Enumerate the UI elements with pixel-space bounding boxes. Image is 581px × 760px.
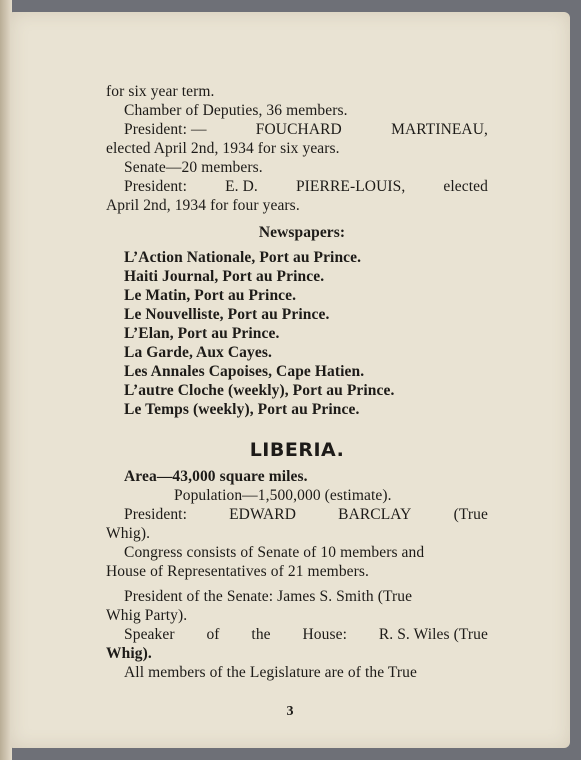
text-fragment: President: —: [124, 121, 207, 138]
list-item: Le Matin, Port au Prince.: [124, 287, 297, 304]
text-fragment: FOUCHARD: [255, 121, 342, 138]
text-fragment: Speaker: [124, 626, 175, 643]
text-line: Area—43,000 square miles.: [124, 468, 308, 485]
text-line: Whig).: [106, 645, 152, 662]
text-fragment: PIERRE-LOUIS,: [295, 178, 406, 195]
text-line: President of the Senate: James S. Smith (True: [124, 588, 413, 605]
list-item: Le Temps (weekly), Port au Prince.: [124, 401, 360, 418]
text-fragment: President:: [124, 178, 187, 195]
page-number: 3: [286, 704, 294, 719]
book-page: [10, 12, 570, 748]
text-line: [106, 177, 488, 196]
text-line: [106, 120, 488, 139]
text-line: Chamber of Deputies, 36 members.: [124, 102, 348, 119]
list-item: Les Annales Capoises, Cape Hatien.: [124, 363, 365, 380]
text-line: [106, 625, 488, 644]
text-fragment: MARTINEAU,: [391, 121, 488, 138]
text-line: Congress consists of Senate of 10 members and: [124, 544, 425, 561]
text-line: Senate—20 members.: [124, 159, 263, 176]
list-item: L’Action Nationale, Port au Prince.: [124, 249, 362, 266]
text-fragment: of: [206, 626, 220, 643]
text-fragment: BARCLAY: [338, 506, 412, 523]
text-fragment: the: [251, 626, 271, 643]
newspaper-list: [106, 248, 488, 419]
text-line: House of Representatives of 21 members.: [106, 563, 370, 580]
text-line: April 2nd, 1934 for four years.: [106, 197, 300, 214]
text-fragment: R. S. Wiles (True: [378, 626, 488, 643]
page-text: [106, 82, 488, 682]
list-item: L’autre Cloche (weekly), Port au Prince.: [124, 382, 395, 399]
list-item: Le Nouvelliste, Port au Prince.: [124, 306, 330, 323]
list-item: Haiti Journal, Port au Prince.: [124, 268, 325, 285]
text-fragment: E. D.: [225, 178, 258, 195]
text-fragment: (True: [453, 506, 488, 523]
liberia-heading: LIBERIA.: [249, 439, 345, 461]
newspapers-heading: Newspapers:: [258, 224, 346, 241]
text-fragment: President:: [124, 506, 187, 523]
text-line: [106, 505, 488, 524]
text-line: Whig Party).: [106, 607, 188, 624]
text-line: Population—1,500,000 (estimate).: [174, 487, 392, 504]
text-fragment: House:: [302, 626, 347, 643]
text-fragment: EDWARD: [229, 506, 297, 523]
text-line: for six year term.: [106, 83, 215, 100]
text-line: Whig).: [106, 525, 151, 542]
text-fragment: elected: [443, 178, 488, 195]
list-item: La Garde, Aux Cayes.: [124, 344, 272, 361]
list-item: L’Elan, Port au Prince.: [124, 325, 280, 342]
text-line: All members of the Legislature are of the True: [124, 664, 417, 681]
text-line: elected April 2nd, 1934 for six years.: [106, 140, 340, 157]
